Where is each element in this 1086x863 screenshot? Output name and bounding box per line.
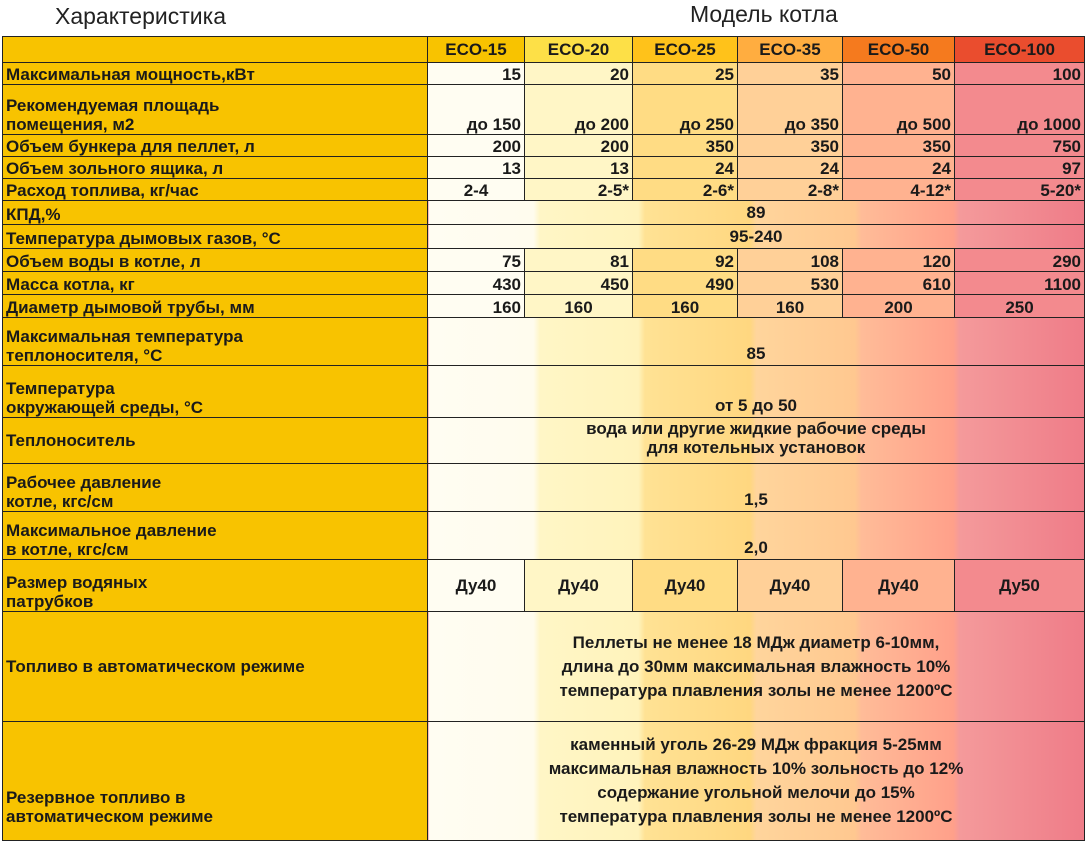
value-line: каменный уголь 26-29 МДж фракция 5-25мм xyxy=(570,735,942,754)
value-cell: 350 xyxy=(738,135,843,157)
value-line: содержание угольной мелочи до 15% xyxy=(597,783,915,802)
table-row xyxy=(3,560,1085,612)
value-cell: до 150 xyxy=(428,85,525,135)
value-cell-span xyxy=(428,722,1085,841)
row-label: Объем зольного ящика, л xyxy=(3,157,428,179)
model-eco-20: ECO-20 xyxy=(525,37,633,63)
value-cell: 13 xyxy=(525,157,633,179)
table-row xyxy=(3,418,1085,464)
row-label-line: Рабочее давление xyxy=(6,473,162,492)
value-cell: 25 xyxy=(633,63,738,85)
value-cell: 15 xyxy=(428,63,525,85)
row-label-line: Резервное топливо в xyxy=(6,788,186,807)
row-label xyxy=(3,85,428,135)
value-cell: 13 xyxy=(428,157,525,179)
row-label-line: автоматическом режиме xyxy=(6,807,213,826)
model-eco-15: ECO-15 xyxy=(428,37,525,63)
value-cell: 2-6* xyxy=(633,179,738,201)
value-cell: 100 xyxy=(955,63,1085,85)
value-line: температура плавления золы не менее 1200ºС xyxy=(559,807,953,826)
row-label: КПД,% xyxy=(3,201,428,225)
value-cell: 530 xyxy=(738,272,843,295)
model-eco-50: ECO-50 xyxy=(843,37,955,63)
value-line: Пеллеты не менее 18 МДж диаметр 6-10мм, xyxy=(572,632,940,652)
value-cell: 5-20* xyxy=(955,179,1085,201)
value-cell: 35 xyxy=(738,63,843,85)
table-row xyxy=(3,612,1085,722)
value-cell-span: 1,5 xyxy=(428,464,1085,512)
value-cell: 2-4 xyxy=(428,179,525,201)
value-cell: 160 xyxy=(633,295,738,318)
row-label: Топливо в автоматическом режиме xyxy=(3,612,428,722)
table-row xyxy=(3,722,1085,841)
value-cell: 1100 xyxy=(955,272,1085,295)
table-row xyxy=(3,249,1085,272)
value-cell: до 350 xyxy=(738,85,843,135)
table-row xyxy=(3,135,1085,157)
value-cell: 250 xyxy=(955,295,1085,318)
row-label-line: Размер водяных xyxy=(6,573,148,592)
value-cell: 160 xyxy=(525,295,633,318)
value-cell: 24 xyxy=(738,157,843,179)
value-cell-span xyxy=(428,418,1085,464)
value-cell: 108 xyxy=(738,249,843,272)
value-cell: 97 xyxy=(955,157,1085,179)
table-row xyxy=(3,63,1085,85)
table-row xyxy=(3,157,1085,179)
row-label-line: помещения, м2 xyxy=(6,115,135,134)
table-row xyxy=(3,464,1085,512)
row-label-line: окружающей среды, °С xyxy=(6,398,204,417)
value-cell: 4-12* xyxy=(843,179,955,201)
value-cell: 430 xyxy=(428,272,525,295)
row-label xyxy=(3,318,428,366)
characteristic-heading: Характеристика xyxy=(55,3,226,29)
value-cell: 200 xyxy=(525,135,633,157)
row-label: Масса котла, кг xyxy=(3,272,428,295)
value-cell: 350 xyxy=(633,135,738,157)
value-line: вода или другие жидкие рабочие среды xyxy=(586,419,926,438)
value-cell: 490 xyxy=(633,272,738,295)
row-label-line: Рекомендуемая площадь xyxy=(6,96,220,115)
value-cell-span: 85 xyxy=(428,318,1085,366)
value-cell: Ду40 xyxy=(525,560,633,612)
model-eco-35: ECO-35 xyxy=(738,37,843,63)
value-cell: Ду40 xyxy=(428,560,525,612)
row-label: Максимальная мощность,кВт xyxy=(3,63,428,85)
table-row xyxy=(3,179,1085,201)
value-line: максимальная влажность 10% зольность до 12% xyxy=(548,759,964,778)
row-label xyxy=(3,560,428,612)
value-cell: 350 xyxy=(843,135,955,157)
row-label xyxy=(3,722,428,841)
value-cell-span xyxy=(428,612,1085,722)
value-cell: 610 xyxy=(843,272,955,295)
row-label xyxy=(3,464,428,512)
value-cell: Ду50 xyxy=(955,560,1085,612)
spec-table xyxy=(2,36,1085,841)
table-row xyxy=(3,295,1085,318)
value-cell: Ду40 xyxy=(633,560,738,612)
value-cell: 2-5* xyxy=(525,179,633,201)
value-cell: 290 xyxy=(955,249,1085,272)
row-label-line: в котле, кгс/см xyxy=(6,540,129,559)
value-cell: 92 xyxy=(633,249,738,272)
value-cell: до 1000 xyxy=(955,85,1085,135)
value-cell: 750 xyxy=(955,135,1085,157)
model-eco-25: ECO-25 xyxy=(633,37,738,63)
value-cell: 75 xyxy=(428,249,525,272)
model-row xyxy=(3,37,1085,63)
value-cell: до 250 xyxy=(633,85,738,135)
table-row xyxy=(3,225,1085,249)
row-label xyxy=(3,366,428,418)
value-cell: 200 xyxy=(428,135,525,157)
value-cell: Ду40 xyxy=(738,560,843,612)
value-cell: 200 xyxy=(843,295,955,318)
row-label: Температура дымовых газов, °С xyxy=(3,225,428,249)
value-cell: до 200 xyxy=(525,85,633,135)
row-label: Диаметр дымовой трубы, мм xyxy=(3,295,428,318)
value-cell: 24 xyxy=(633,157,738,179)
value-cell: 160 xyxy=(738,295,843,318)
row-label-line: патрубков xyxy=(6,592,94,611)
table-row xyxy=(3,85,1085,135)
value-cell: 450 xyxy=(525,272,633,295)
table-row xyxy=(3,201,1085,225)
top-header xyxy=(0,0,1086,34)
row-label: Теплоноситель xyxy=(3,418,428,464)
value-cell: 160 xyxy=(428,295,525,318)
value-cell: до 500 xyxy=(843,85,955,135)
row-label-line: котле, кгс/см xyxy=(6,492,114,511)
model-heading: Модель котла xyxy=(690,1,838,27)
row-label-line: Температура xyxy=(6,379,115,398)
row-label: Расход топлива, кг/час xyxy=(3,179,428,201)
value-cell: 120 xyxy=(843,249,955,272)
table-row xyxy=(3,272,1085,295)
value-cell-span: 95-240 xyxy=(428,225,1085,249)
row-label-line: теплоносителя, °С xyxy=(6,346,163,365)
value-line: длина до 30мм максимальная влажность 10% xyxy=(561,656,951,676)
value-line: температура плавления золы не менее 1200ºС xyxy=(559,680,953,700)
value-cell-span: 2,0 xyxy=(428,512,1085,560)
table-row xyxy=(3,318,1085,366)
corner-cell xyxy=(3,37,428,63)
value-cell-span: от 5 до 50 xyxy=(428,366,1085,418)
row-label: Объем бункера для пеллет, л xyxy=(3,135,428,157)
model-eco-100: ECO-100 xyxy=(955,37,1085,63)
table-row xyxy=(3,512,1085,560)
value-cell: 24 xyxy=(843,157,955,179)
value-cell: 2-8* xyxy=(738,179,843,201)
value-cell: 81 xyxy=(525,249,633,272)
value-cell-span: 89 xyxy=(428,201,1085,225)
row-label: Объем воды в котле, л xyxy=(3,249,428,272)
value-line: для котельных установок xyxy=(646,438,866,457)
row-label xyxy=(3,512,428,560)
value-cell: 20 xyxy=(525,63,633,85)
row-label-line: Максимальная температура xyxy=(6,327,243,346)
value-cell: Ду40 xyxy=(843,560,955,612)
table-row xyxy=(3,366,1085,418)
value-cell: 50 xyxy=(843,63,955,85)
row-label-line: Максимальное давление xyxy=(6,521,217,540)
